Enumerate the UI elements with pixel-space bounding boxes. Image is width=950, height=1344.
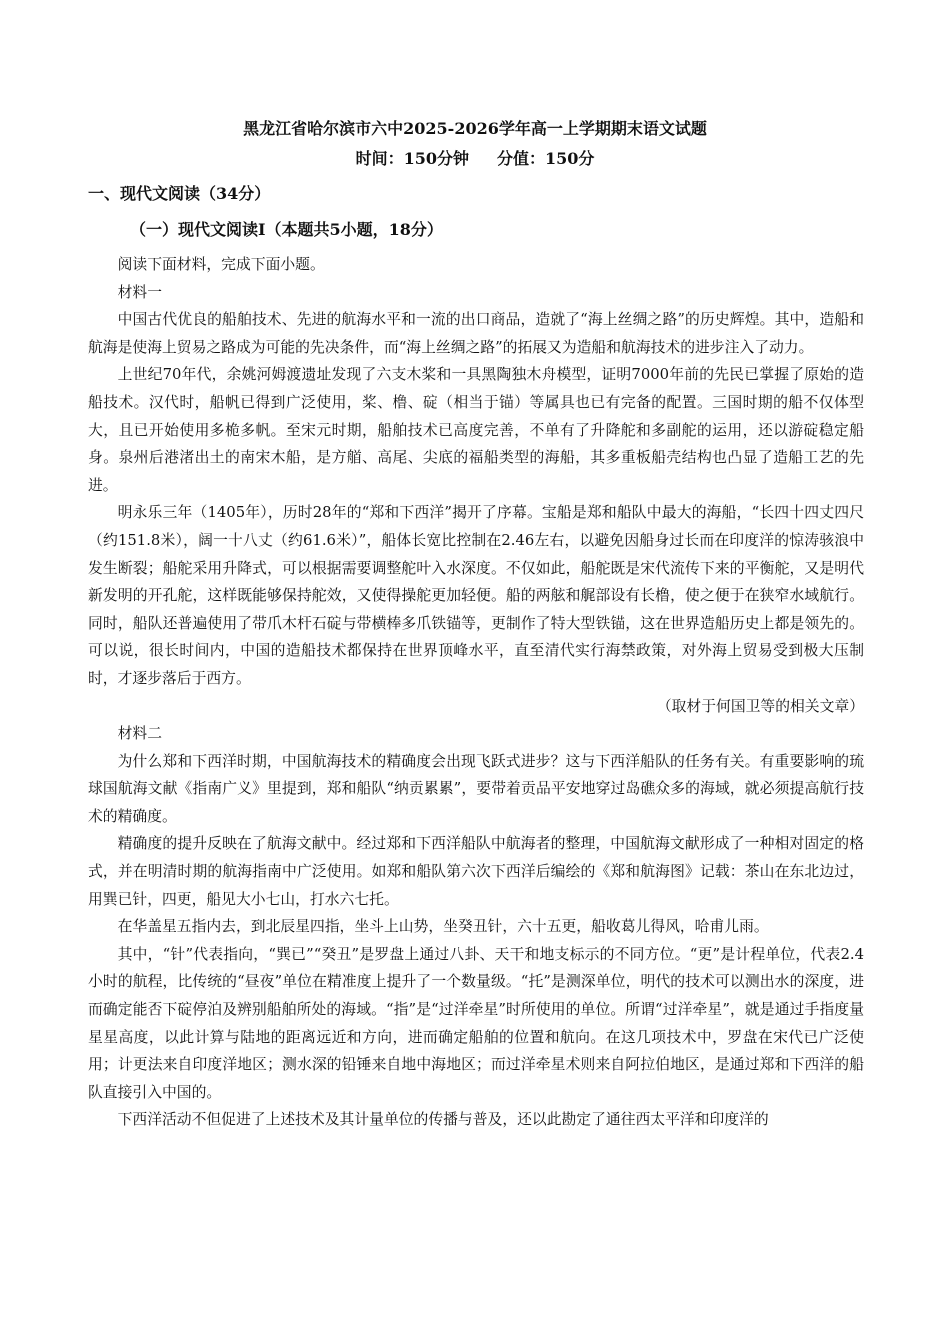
- exam-title: 黑龙江省哈尔滨市六中2025-2026学年高一上学期期末语文试题: [243, 119, 707, 138]
- instruction: 阅读下面材料，完成下面小题。: [117, 256, 325, 273]
- source-note: （取材于何国卫等的相关文章）: [656, 697, 864, 715]
- material-two-label: 材料二: [117, 725, 162, 743]
- paragraph: 下西洋活动不但促进了上述技术及其计量单位的传播与普及，还以此勘定了通往西太平洋和印度洋的: [117, 1111, 769, 1129]
- paragraph: 其中，“针”代表指向，“巽已”“癸丑”是罗盘上通过八卦、天干和地支标示的不同方位。“更”是计程单位，代表2.4小时的航程，比传统的“昼夜”单位在精准度上提升了一个数量级。“托”是测深单位，明代的技术可以测出水的深度，进而确定能否下碇停泊及辨别船舶所处的海域。“指”是“过洋牵星”时所使用的单位。所谓“过洋牵星”，就是通过手指度量星星高度，以此计算与陆地的距离远近和方向，进而确定船舶的位置和航向。在这几项技术中，罗盘在宋代已广泛使用；计更法来自印度洋地区；测水深的铅锤来自地中海地区；而过洋牵星术则来自阿拉伯地区，是通过郑和下西洋的船队直接引入中国的。: [88, 945, 864, 1101]
- paragraph: 上世纪70年代，余姚河姆渡遗址发现了六支木桨和一具黑陶独木舟模型，证明7000年前的先民已掌握了原始的造船技术。汉代时，船帆已得到广泛使用，桨、橹、碇（相当于锚）等属具也已有完备的配置。三国时期的船不仅体型大，且已开始使用多桅多帆。至宋元时期，船舶技术已高度完善，不单有了升降舵和多副舵的运用，还以游碇稳定船身。泉州后港渚出土的南宋木船，是方艏、高尾、尖底的福船类型的海船，其多重板船壳结构也凸显了造船工艺的先进。: [88, 366, 864, 494]
- section-heading: 一、现代文阅读（34分）: [88, 184, 271, 203]
- exam-score: 分值：150分: [497, 149, 595, 168]
- subsection-heading: （一）现代文阅读Ⅰ（本题共5小题，18分）: [130, 220, 443, 239]
- paragraph: 明永乐三年（1405年），历时28年的“郑和下西洋”揭开了序幕。宝船是郑和船队中最大的海船，“长四十四丈四尺（约151.8米），阔一十八丈（约61.6米）”，船体长宽比控制在2.46左右，以避免因船身过长而在印度洋的惊涛骇浪中发生断裂；船舵采用升降式，可以根据需要调整舵叶入水深度。不仅如此，船舵既是宋代流传下来的平衡舵，又是明代新发明的开孔舵，这样既能够保持舵效，又使得操舵更加轻便。船的两舷和艉部设有长橹，使之便于在狭窄水域航行。同时，船队还普遍使用了带爪木杆石碇与带横棒多爪铁锚等，更制作了特大型铁锚，这在世界造船历史上都是领先的。可以说，很长时间内，中国的造船技术都保持在世界顶峰水平，直至清代实行海禁政策，对外海上贸易受到极大压制时，才逐步落后于西方。: [88, 504, 864, 687]
- reading-passage: [88, 251, 864, 1134]
- exam-time: 时间：150分钟: [355, 149, 469, 168]
- paragraph: 精确度的提升反映在了航海文献中。经过郑和下西洋船队中航海者的整理，中国航海文献形成了一种相对固定的格式，并在明清时期的航海指南中广泛使用。如郑和船队第六次下西洋后编绘的《郑和航海图》记载：茶山在东北边过，用巽已针，四更，船见大小七山，打水六七托。: [88, 835, 864, 908]
- paragraph: 为什么郑和下西洋时期，中国航海技术的精确度会出现飞跃式进步？这与下西洋船队的任务有关。有重要影响的琉球国航海文献《指南广义》里提到，郑和船队“纳贡累累”，要带着贡品平安地穿过岛礁众多的海域，就必须提高航行技术的精确度。: [88, 752, 864, 825]
- material-one-label: 材料一: [117, 283, 162, 301]
- paragraph: 中国古代优良的船舶技术、先进的航海水平和一流的出口商品，造就了“海上丝绸之路”的历史辉煌。其中，造船和航海是使海上贸易之路成为可能的先决条件，而“海上丝绸之路”的拓展又为造船和航海技术的进步注入了动力。: [88, 311, 864, 356]
- exam-meta: [0, 146, 950, 172]
- paragraph: 在华盖星五指内去，到北辰星四指，坐斗上山势，坐癸丑针，六十五更，船收葛儿得风，哈甫儿雨。: [117, 918, 769, 936]
